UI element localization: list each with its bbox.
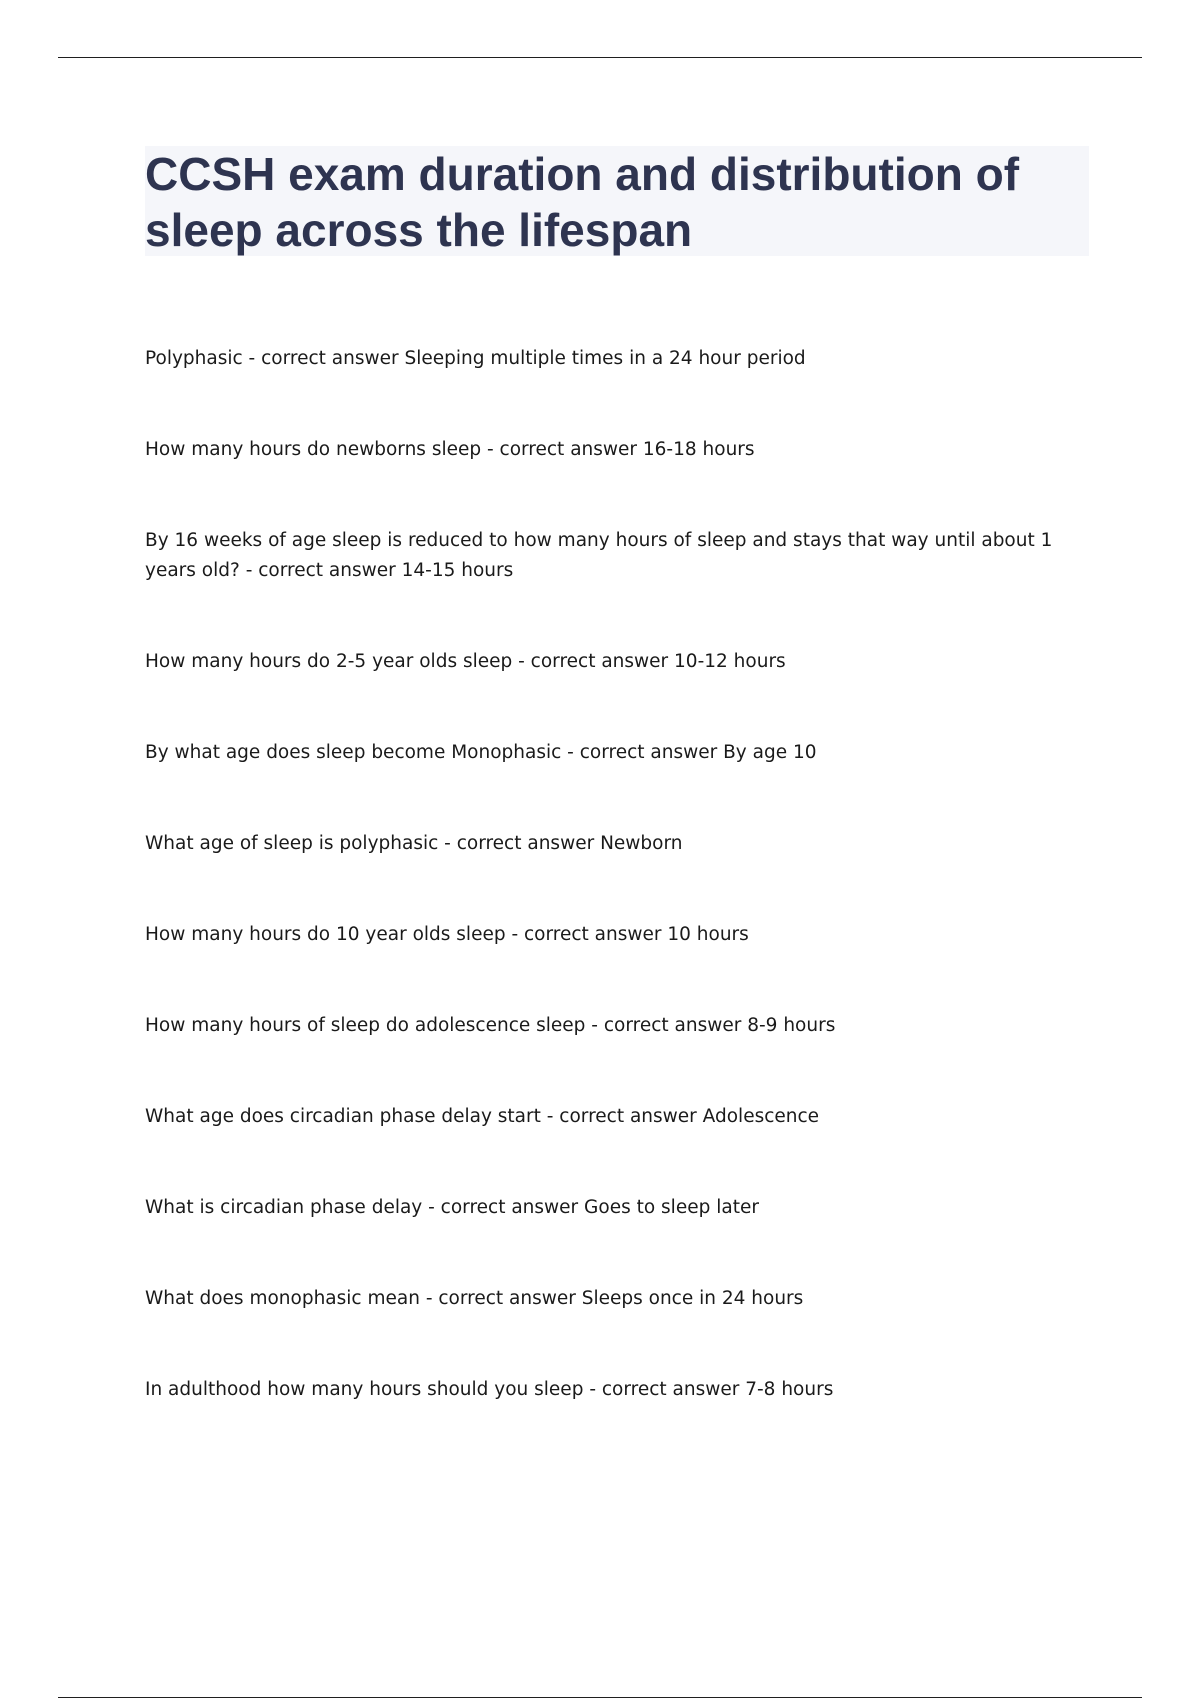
qa-item: How many hours do 2-5 year olds sleep - correct answer 10-12 hours — [145, 651, 786, 672]
qa-item: How many hours do 10 year olds sleep - correct answer 10 hours — [145, 924, 749, 945]
qa-item: By 16 weeks of age sleep is reduced to how many hours of sleep and stays that way until about 1 years old? - correct answer 14-15 hours — [145, 530, 1053, 581]
qa-item: In adulthood how many hours should you sleep - correct answer 7-8 hours — [145, 1379, 834, 1400]
page-title: CCSH exam duration and distribution of sleep across the lifespan — [145, 148, 1020, 256]
qa-item: What is circadian phase delay - correct answer Goes to sleep later — [145, 1197, 759, 1218]
qa-item: What age of sleep is polyphasic - correct answer Newborn — [145, 833, 683, 854]
qa-item: What age does circadian phase delay start - correct answer Adolescence — [145, 1106, 820, 1127]
footer-rule — [58, 1697, 1142, 1698]
header-rule — [58, 57, 1142, 58]
qa-item: Polyphasic - correct answer Sleeping multiple times in a 24 hour period — [145, 348, 806, 369]
qa-list — [145, 344, 1090, 1466]
qa-item: By what age does sleep become Monophasic - correct answer By age 10 — [145, 742, 817, 763]
qa-item: How many hours of sleep do adolescence sleep - correct answer 8-9 hours — [145, 1015, 836, 1036]
qa-item: How many hours do newborns sleep - correct answer 16-18 hours — [145, 439, 755, 460]
qa-item: What does monophasic mean - correct answer Sleeps once in 24 hours — [145, 1288, 804, 1309]
